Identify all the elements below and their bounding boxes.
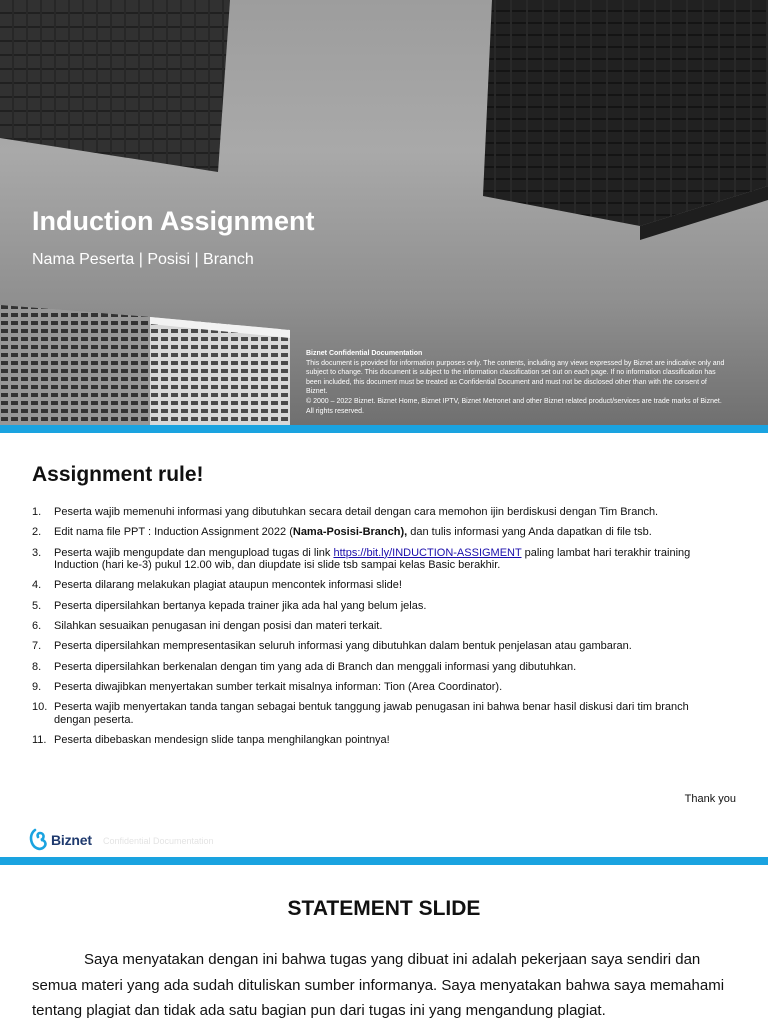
rule-text: Peserta wajib memenuhi informasi yang dibutuhkan secara detail dengan cara memohon ijin berdiskusi dengan Tim Branch. (54, 506, 659, 518)
rule-number: 3. (32, 546, 42, 559)
cover-title: Induction Assignment (32, 206, 315, 236)
slide-divider (0, 425, 768, 433)
rule-item (32, 734, 722, 747)
logo-wordmark: Biznet (51, 832, 92, 848)
rule-number: 5. (32, 599, 42, 612)
rule-item (32, 701, 722, 726)
statement-body: Saya menyatakan dengan ini bahwa tugas yang dibuat ini adalah pekerjaan saya sendiri dan semua materi yang ada sudah dituliskan sumber informanya. Saya menyatakan bahwa saya memahami tentang plagiat dan tidak ada satu bagian pun dari tugas ini yang mengandung plagiat. (32, 951, 725, 1019)
thank-you-text: Thank you (684, 793, 736, 805)
rule-text-part: paling lambat hari terakhir training Induction (hari ke-3) pukul 12.00 wib, dan diupdate isi slide tsb sampai kelas Basic berakhir. (54, 546, 691, 572)
rule-item (32, 526, 722, 539)
disclaimer-heading: Biznet Confidential Documentation (306, 350, 423, 357)
rule-item (32, 506, 722, 519)
rule-text: Peserta diwajibkan menyertakan sumber terkait misalnya informan: Tion (Area Coordinator). (54, 680, 503, 693)
rule-text: Peserta wajib menyertakan tanda tangan sebagai bentuk tanggung jawab penugasan ini bahwa benar hasil diskusi dari tim branch dengan peserta. (54, 701, 689, 726)
rules-title: Assignment rule! (32, 463, 204, 486)
copyright-notice: © 2000 – 2022 Biznet. Biznet Home, Biznet IPTV, Biznet Metronet and other Biznet related product/services are trade marks of Biznet. All rights reserved. (306, 397, 722, 415)
rule-number: 4. (32, 579, 42, 592)
biznet-logo (28, 828, 92, 852)
rule-number: 7. (32, 640, 42, 653)
disclaimer-body: This document is provided for information purposes only. The contents, including any views expressed by Biznet are indicative only and subject to change. This document is subject to the information classification set out on each page. If no information classification has been included, this document must be treated as Confidential Document and must not be disclosed other than with the consent of Biznet. (306, 359, 725, 396)
rule-item (32, 640, 722, 653)
statement-title: STATEMENT SLIDE (287, 897, 481, 920)
rule-number: 8. (32, 660, 42, 673)
rule-text-part: Peserta wajib mengupdate dan mengupload tugas di link (54, 546, 334, 559)
biznet-logo-icon (28, 828, 48, 852)
slide-divider (0, 857, 768, 865)
cover-subtitle: Nama Peserta | Posisi | Branch (32, 251, 254, 268)
rule-text: Peserta dipersilahkan berkenalan dengan tim yang ada di Branch dan menggali informasi yang dibutuhkan. (54, 660, 577, 673)
rule-item (32, 600, 722, 613)
upload-link[interactable]: https://bit.ly/INDUCTION-ASSIGMENT (333, 546, 522, 559)
rule-number: 10. (32, 701, 48, 714)
rule-item (32, 579, 722, 592)
rule-number: 1. (32, 506, 42, 518)
rule-number: 2. (32, 526, 42, 539)
rule-text (54, 526, 722, 539)
rule-text: Peserta dilarang melakukan plagiat ataupun mencontek informasi slide! (54, 579, 402, 592)
rule-text-part: dan tulis informasi yang Anda dapatkan di file tsb. (407, 526, 652, 539)
rule-text (54, 547, 722, 572)
rule-item (32, 681, 722, 694)
file-name-format: Nama-Posisi-Branch), (292, 526, 408, 539)
rule-text: Peserta dibebaskan mendesign slide tanpa menghilangkan pointnya! (54, 733, 390, 746)
rule-number: 11. (32, 733, 47, 746)
rule-number: 9. (32, 680, 42, 693)
rule-text: Peserta dipersilahkan mempresentasikan seluruh informasi yang dibutuhkan dalam bentuk penjelasan atau gambaran. (54, 640, 632, 653)
confidential-disclaimer (306, 349, 730, 416)
rule-text-part: Edit nama file PPT : Induction Assignment 2022 ( (54, 526, 293, 539)
cover-slide (0, 0, 768, 432)
rules-list (32, 506, 722, 754)
rule-item (32, 661, 722, 674)
footer-confidential-label: Confidential Documentation (103, 836, 214, 846)
rule-text: Peserta dipersilahkan bertanya kepada trainer jika ada hal yang belum jelas. (54, 599, 427, 612)
rule-text: Silahkan sesuaikan penugasan ini dengan posisi dan materi terkait. (54, 619, 383, 632)
rule-number: 6. (32, 619, 42, 632)
rule-item (32, 547, 722, 572)
rule-item (32, 620, 722, 633)
